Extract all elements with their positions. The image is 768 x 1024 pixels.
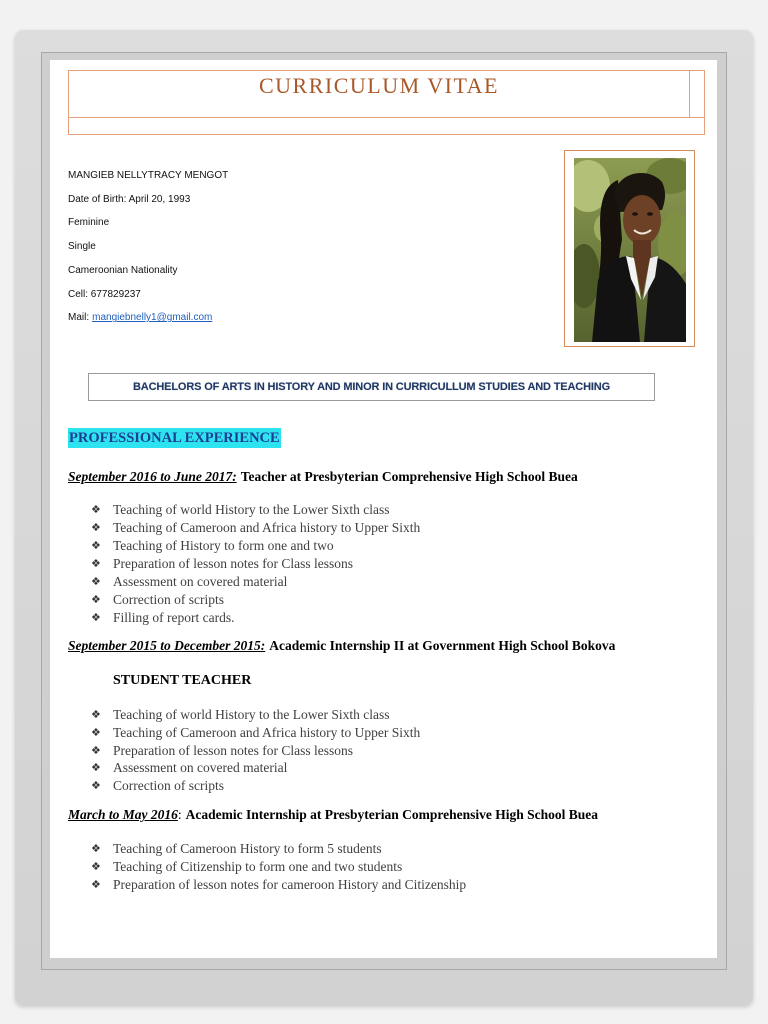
diamond-bullet-icon xyxy=(91,555,101,573)
diamond-bullet-icon xyxy=(91,706,101,724)
date-of-birth: Date of Birth: April 20, 1993 xyxy=(68,193,191,205)
nationality: Cameroonian Nationality xyxy=(68,264,178,276)
list-item xyxy=(91,742,420,760)
title-box-divider xyxy=(69,117,704,118)
full-name: MANGIEB NELLYTRACY MENGOT xyxy=(68,170,229,181)
experience-header xyxy=(68,806,598,824)
experience-period: March to May 2016 xyxy=(68,807,178,822)
experience-separator: : xyxy=(177,807,182,822)
marital-status: Single xyxy=(68,241,96,253)
list-item xyxy=(91,724,420,742)
list-item-text: Correction of scripts xyxy=(113,778,224,794)
list-item xyxy=(91,777,420,795)
diamond-bullet-icon xyxy=(91,840,101,858)
experience-period: September 2015 to December 2015: xyxy=(68,638,266,653)
mail-label: Mail: xyxy=(68,312,90,324)
diamond-bullet-icon xyxy=(91,858,101,876)
list-item-text: Correction of scripts xyxy=(113,592,224,607)
diamond-bullet-icon xyxy=(91,777,101,795)
list-item xyxy=(91,840,466,858)
list-item-text: Assessment on covered material xyxy=(113,760,288,776)
list-item xyxy=(91,555,420,573)
list-item-text: Preparation of lesson notes for Class lessons xyxy=(113,742,353,758)
list-item-text: Assessment on covered material xyxy=(113,574,288,589)
experience-role: Teacher at Presbyterian Comprehensive High School Buea xyxy=(240,469,578,484)
list-item xyxy=(91,759,420,777)
experience-duties-list xyxy=(91,706,420,795)
diamond-bullet-icon xyxy=(91,591,101,609)
experience-role: Academic Internship II at Government High School Bokova xyxy=(269,638,616,653)
personal-info xyxy=(68,164,228,330)
experience-header xyxy=(68,637,615,655)
mail-line xyxy=(68,306,228,330)
photo-frame xyxy=(564,150,695,347)
list-item-text: Teaching of Citizenship to form one and two students xyxy=(113,859,403,874)
diamond-bullet-icon xyxy=(91,609,101,627)
diamond-bullet-icon xyxy=(91,519,101,537)
list-item xyxy=(91,501,420,519)
experience-role: Academic Internship at Presbyterian Comprehensive High School Buea xyxy=(185,807,599,822)
gender: Feminine xyxy=(68,217,110,229)
list-item-text: Teaching of Cameroon and Africa history to Upper Sixth xyxy=(113,520,421,535)
experience-subtitle: STUDENT TEACHER xyxy=(113,673,252,688)
section-heading: PROFESSIONAL EXPERIENCE xyxy=(69,430,280,446)
list-item-text: Preparation of lesson notes for cameroon History and Citizenship xyxy=(113,877,467,892)
list-item xyxy=(91,609,420,627)
list-item-text: Teaching of world History to the Lower Sixth class xyxy=(113,502,390,517)
list-item xyxy=(91,519,420,537)
title-box-divider xyxy=(689,71,690,117)
diamond-bullet-icon xyxy=(91,724,101,742)
list-item xyxy=(91,591,420,609)
list-item xyxy=(91,706,420,724)
list-item-text: Teaching of Cameroon History to form 5 students xyxy=(113,841,382,856)
list-item-text: Teaching of History to form one and two xyxy=(113,538,334,553)
list-item-text: Teaching of world History to the Lower Sixth class xyxy=(113,707,390,722)
diamond-bullet-icon xyxy=(91,573,101,591)
diamond-bullet-icon xyxy=(91,742,101,760)
experience-period: September 2016 to June 2017: xyxy=(68,469,237,484)
list-item xyxy=(91,573,420,591)
experience-duties-list xyxy=(91,840,466,894)
email-link[interactable]: mangiebnelly1@gmail.com xyxy=(92,312,213,324)
list-item xyxy=(91,537,420,555)
list-item-text: Filling of report cards. xyxy=(113,610,235,625)
title-box xyxy=(68,70,705,135)
experience-duties-list xyxy=(91,501,420,627)
diamond-bullet-icon xyxy=(91,537,101,555)
profile-photo xyxy=(574,158,686,342)
diamond-bullet-icon xyxy=(91,876,101,894)
diamond-bullet-icon xyxy=(91,759,101,777)
cell-number: Cell: 677829237 xyxy=(68,288,141,300)
list-item xyxy=(91,858,466,876)
list-item xyxy=(91,876,466,894)
list-item-text: Teaching of Cameroon and Africa history to Upper Sixth xyxy=(113,724,421,740)
degree-box: BACHELORS OF ARTS IN HISTORY AND MINOR IN CURRICULLUM STUDIES AND TEACHING xyxy=(88,373,655,401)
diamond-bullet-icon xyxy=(91,501,101,519)
experience-header xyxy=(68,468,578,486)
list-item-text: Preparation of lesson notes for Class lessons xyxy=(113,556,353,571)
document-title: CURRICULUM VITAE xyxy=(258,73,499,98)
